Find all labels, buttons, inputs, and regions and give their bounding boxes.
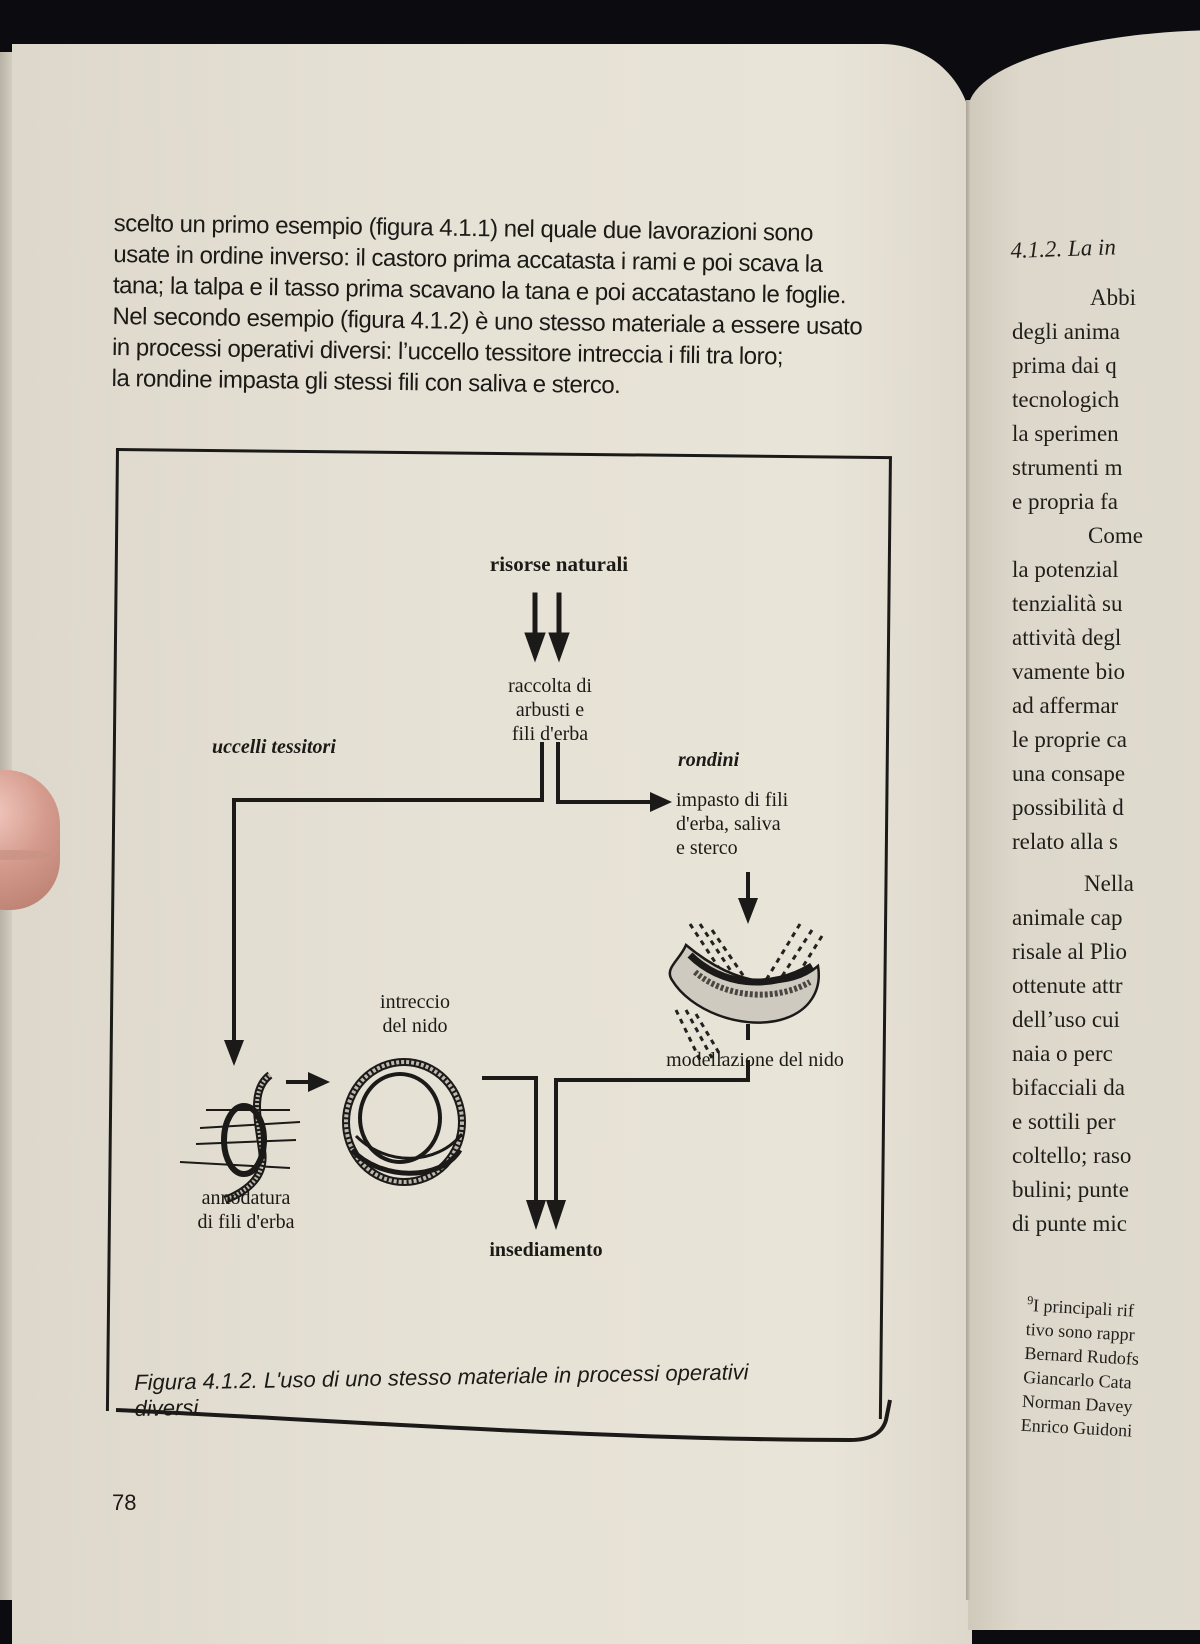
text-line: tenzialità su [1012, 591, 1123, 616]
knotted-grass-icon [180, 1075, 300, 1200]
text-line: e propria fa [1012, 489, 1118, 514]
label-rondini: rondini [678, 749, 740, 771]
node-raccolta [470, 674, 630, 746]
footnote-marker: 9 [1027, 1292, 1034, 1308]
swallow-nest-icon [670, 924, 822, 1060]
body-line: Nel secondo esempio (figura 4.1.2) è uno stesso materiale a essere usato [112, 302, 863, 341]
node-impasto [676, 788, 836, 860]
text-line: ad affermar [1012, 693, 1119, 718]
text-line: relato alla s [1012, 829, 1119, 854]
woven-nest-icon [346, 1062, 462, 1182]
node-insediamento: insediamento [489, 1239, 603, 1261]
text-line: tecnologich [1012, 387, 1120, 412]
node-impasto-line: d'erba, saliva [676, 813, 781, 835]
text-line: di punte mic [1012, 1211, 1127, 1236]
footnote-line: tivo sono rappr [1025, 1318, 1136, 1345]
node-impasto-line: impasto di fili [676, 789, 789, 811]
text-line: la potenzial [1012, 557, 1119, 582]
text-line: una consape [1012, 761, 1126, 786]
node-annodatura-line: di fili d'erba [197, 1211, 295, 1233]
node-impasto-line: e sterco [676, 837, 738, 859]
section-heading: 4.1.2. La in [1010, 234, 1117, 263]
text-line: attività degl [1012, 625, 1122, 650]
text-line: ottenute attr [1012, 973, 1123, 998]
text-line: Come [1088, 523, 1143, 548]
body-line: la rondine impasta gli stessi fili con saliva e sterco. [111, 364, 621, 400]
text-line: bifacciali da [1012, 1075, 1126, 1100]
label-uccelli-tessitori: uccelli tessitori [212, 736, 336, 758]
text-line: degli anima [1012, 319, 1120, 344]
footnote-line: Enrico Guidoni [1020, 1414, 1133, 1441]
text-line: Nella [1084, 871, 1134, 896]
node-raccolta-line: raccolta di [508, 675, 592, 697]
text-line: le proprie ca [1012, 727, 1127, 752]
footnote-line: Norman Davey [1021, 1390, 1133, 1417]
footnote-line: I principali rif [1032, 1295, 1135, 1321]
node-intreccio-line: intreccio [380, 991, 450, 1013]
text-line: strumenti m [1012, 455, 1123, 480]
node-intreccio [360, 990, 470, 1038]
footnote [1020, 1288, 1142, 1443]
page-number: 78 [112, 1490, 137, 1515]
text-line: risale al Plio [1012, 939, 1127, 964]
text-line: animale cap [1012, 905, 1123, 930]
node-intreccio-line: del nido [382, 1015, 448, 1037]
caption-line: diversi [134, 1394, 199, 1421]
footnote-line: Bernard Rudofs [1024, 1342, 1140, 1369]
footnote-line: Giancarlo Cata [1022, 1366, 1133, 1393]
node-annodatura-line: annodatura [201, 1187, 291, 1209]
text-line: prima dai q [1012, 353, 1117, 378]
caption-line: Figura 4.1.2. L'uso di uno stesso materiale in processi operativi [134, 1359, 749, 1395]
body-line: tana; la talpa e il tasso prima scavano la tana e poi accatastano le foglie. [112, 271, 847, 310]
text-line: e sottili per [1012, 1109, 1116, 1134]
text-line: la sperimen [1012, 421, 1119, 446]
node-modellazione: modellazione del nido [666, 1049, 844, 1071]
body-line: usate in ordine inverso: il castoro prima accatasta i rami e poi scava la [113, 240, 823, 278]
text-line: possibilità d [1012, 795, 1124, 820]
node-raccolta-line: arbusti e [515, 699, 585, 721]
text-line: bulini; punte [1012, 1177, 1129, 1202]
text-line: dell’uso cui [1012, 1007, 1120, 1032]
node-risorse-naturali: risorse naturali [489, 552, 629, 576]
text-line: coltello; raso [1012, 1143, 1132, 1168]
text-line: naia o perc [1012, 1041, 1113, 1066]
text-line: Abbi [1090, 285, 1136, 310]
node-raccolta-line: fili d'erba [511, 723, 589, 745]
body-line: scelto un primo esempio (figura 4.1.1) nel quale due lavorazioni sono [113, 209, 814, 247]
node-annodatura [176, 1186, 316, 1234]
text-line: vamente bio [1012, 659, 1126, 684]
body-line: in processi operativi diversi: l’uccello tessitore intreccia i fili tra loro; [111, 333, 784, 371]
